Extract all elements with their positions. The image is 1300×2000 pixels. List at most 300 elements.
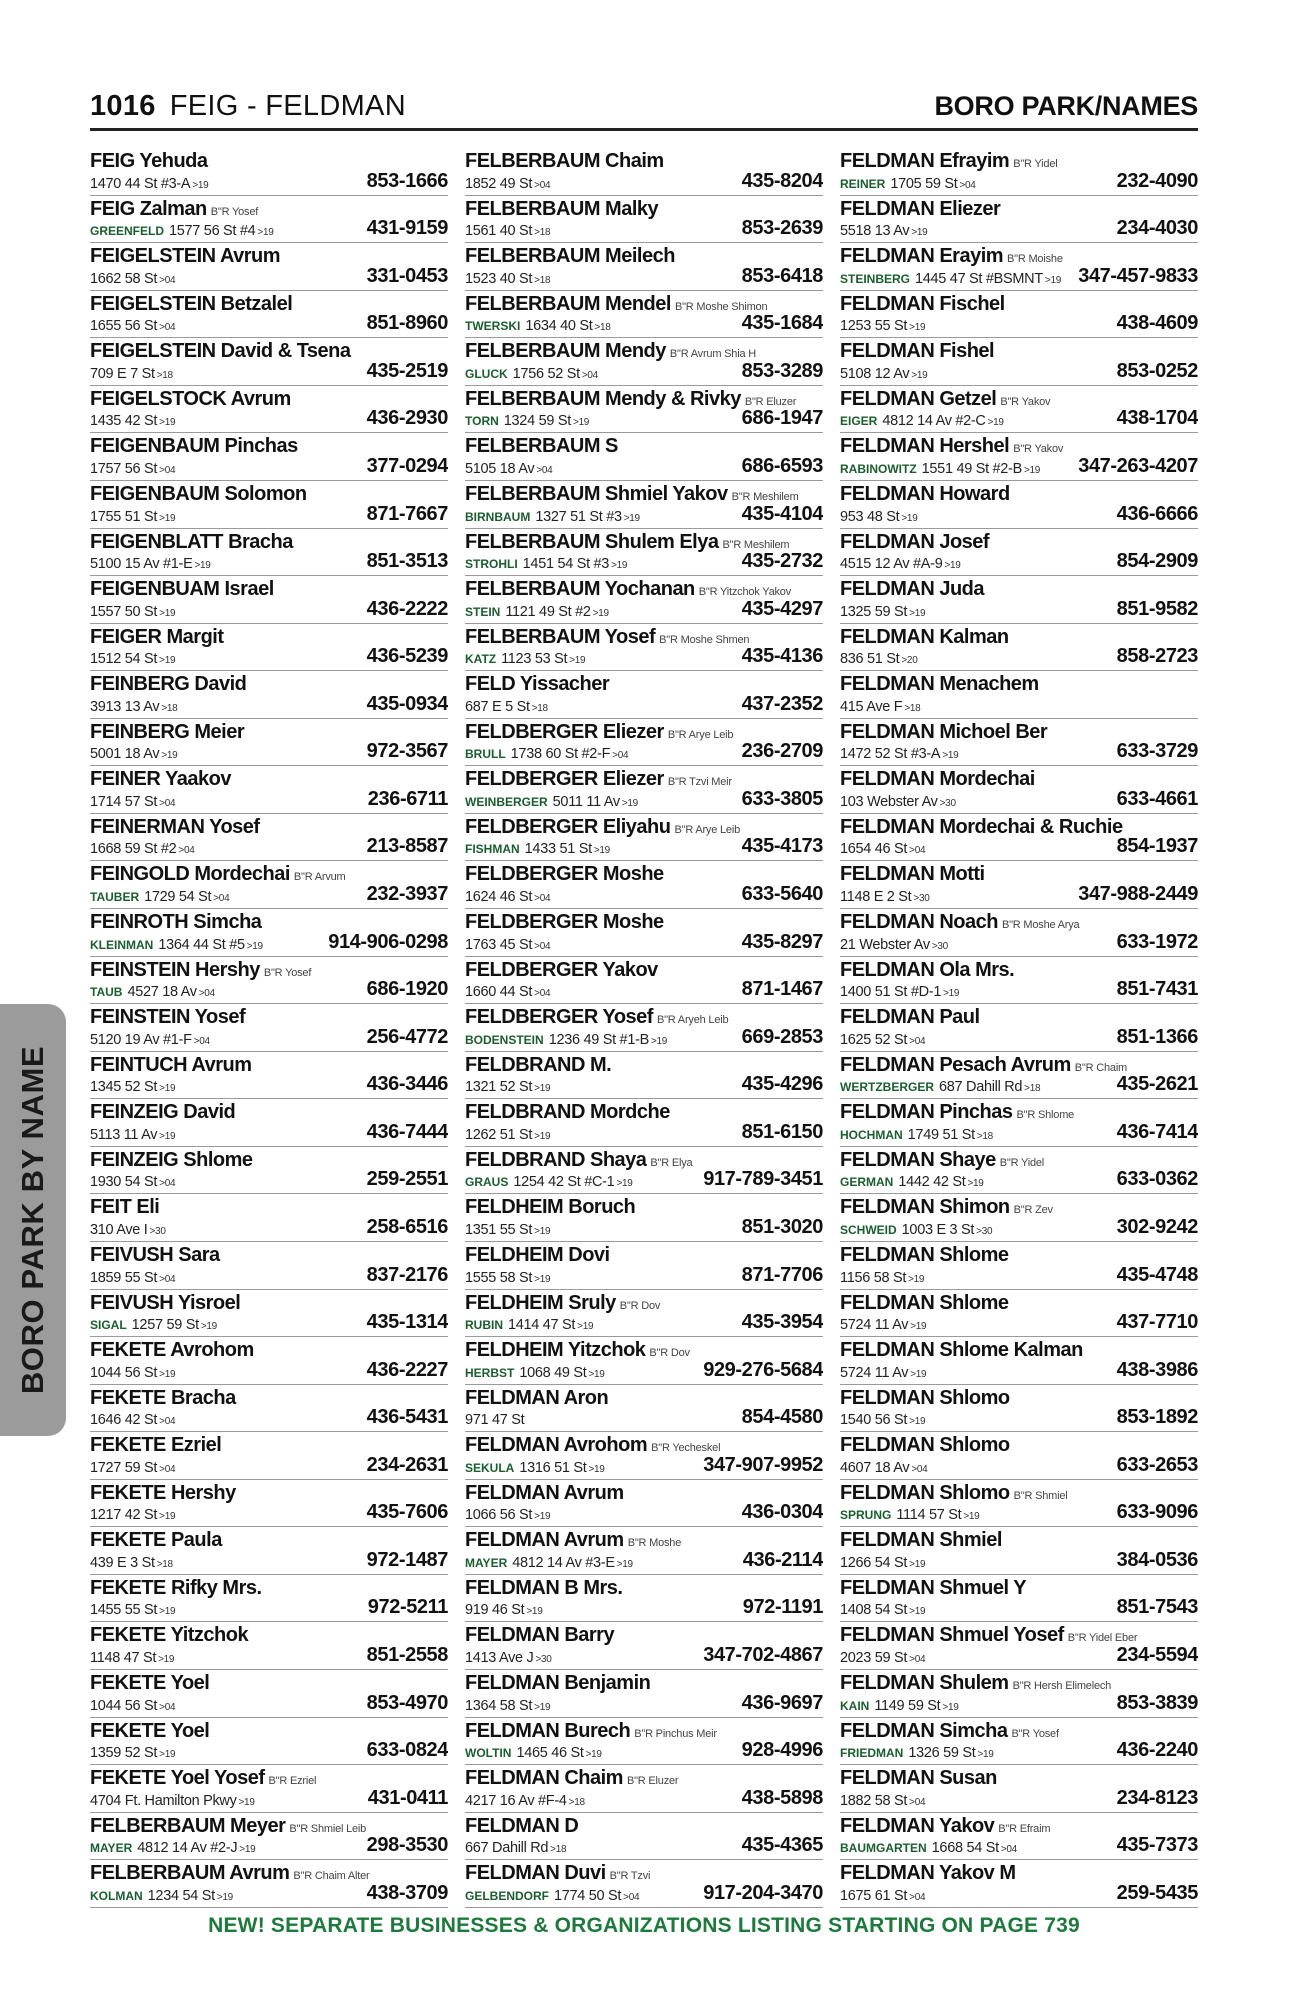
entry-zip-zone: >19 <box>651 1035 668 1047</box>
entry-zip-zone: >19 <box>621 797 638 809</box>
entry-name-line <box>90 861 346 888</box>
listing-entry <box>465 1052 823 1100</box>
entry-phone: 435-7606 <box>366 1501 448 1524</box>
entry-maiden-name: SPRUNG <box>840 1508 892 1523</box>
entry-phone: 435-2519 <box>366 359 448 382</box>
entry-phone: 437-2352 <box>741 692 823 715</box>
entry-zip-zone: >04 <box>193 1035 210 1047</box>
entry-address-line <box>465 1411 524 1429</box>
entry-maiden-name: FRIEDMAN <box>840 1746 904 1761</box>
listing-entry <box>840 909 1198 957</box>
listing-entry <box>840 1099 1198 1147</box>
entry-address-line <box>90 175 208 193</box>
entry-address-line <box>90 222 274 240</box>
listing-entry <box>840 1575 1198 1623</box>
entry-address: 1442 42 St <box>898 1174 966 1191</box>
entry-name: FELDMAN Barry <box>465 1624 615 1647</box>
entry-phone: 436-6666 <box>1116 502 1198 525</box>
entry-zip-zone: >19 <box>908 1273 925 1285</box>
entry-zip-zone: >19 <box>1044 274 1061 286</box>
entry-ben-reb: B"R Meshilem <box>722 538 790 551</box>
entry-name-line <box>840 1622 1137 1649</box>
entry-address-line <box>90 1839 255 1857</box>
entry-name: FELDMAN Avrum <box>465 1529 624 1552</box>
listing-entry <box>90 1670 448 1718</box>
entry-phone: 435-7373 <box>1116 1834 1198 1857</box>
entry-phone: 928-4996 <box>741 1739 823 1762</box>
entry-ben-reb: B"R Yosef <box>1011 1727 1059 1740</box>
listing-entry <box>465 1337 823 1385</box>
entry-address: 1714 57 St <box>90 793 158 810</box>
entry-name: FELBERBAUM Yosef <box>465 625 656 648</box>
entry-address: 687 E 5 St <box>465 698 530 715</box>
entry-address: 5113 11 Av <box>90 1126 158 1143</box>
entry-zip-zone: >19 <box>942 750 959 762</box>
entry-name: FELDMAN Aron <box>465 1386 609 1409</box>
entry-maiden-name: SIGAL <box>90 1318 127 1333</box>
entry-name: FELDMAN Fishel <box>840 340 995 363</box>
entry-zip-zone: >19 <box>911 369 928 381</box>
entry-name: FELDMAN B Mrs. <box>465 1576 623 1599</box>
entry-zip-zone: >19 <box>909 1558 926 1570</box>
entry-address-line <box>90 270 175 288</box>
entry-phone: 438-3986 <box>1116 1358 1198 1381</box>
entry-phone: 298-3530 <box>366 1834 448 1857</box>
entry-name-line <box>90 148 208 175</box>
entry-address-line <box>90 1316 217 1334</box>
entry-zip-zone: >04 <box>159 274 176 286</box>
entry-address: 439 E 3 St <box>90 1554 155 1571</box>
entry-zip-zone: >30 <box>976 1225 993 1237</box>
entry-name: FELDBERGER Yakov <box>465 958 658 981</box>
listing-entry <box>465 1670 823 1718</box>
entry-maiden-name: FISHMAN <box>465 842 520 857</box>
entry-maiden-name: GRAUS <box>465 1175 509 1190</box>
entry-address: 1577 56 St #4 <box>169 223 256 240</box>
entry-address: 1774 50 St <box>554 1887 622 1904</box>
entry-name-line <box>90 957 311 984</box>
entry-ben-reb: B"R Yidel <box>1013 158 1058 170</box>
listing-entry <box>90 1194 448 1242</box>
entry-zip-zone: >19 <box>987 417 1004 429</box>
entry-address: 5011 11 Av <box>552 793 620 810</box>
entry-name-line <box>90 1004 245 1031</box>
entry-zip-zone: >19 <box>159 417 176 429</box>
entry-address: 1675 61 St <box>840 1887 908 1904</box>
entry-ben-reb: B"R Zev <box>1013 1204 1053 1217</box>
entry-maiden-name: KLEINMAN <box>90 937 154 952</box>
entry-zip-zone: >19 <box>159 607 176 619</box>
entry-name: FELDMAN Susan <box>840 1767 997 1790</box>
entry-maiden-name: GELBENDORF <box>465 1888 549 1903</box>
entry-address-line <box>840 555 961 573</box>
entry-phone: 435-3954 <box>741 1311 823 1334</box>
entry-phone: 633-0824 <box>366 1739 448 1762</box>
entry-phone: 436-7444 <box>366 1120 448 1143</box>
listing-entry <box>840 671 1198 719</box>
entry-address-line <box>90 840 194 858</box>
entry-name: FELDMAN Menachem <box>840 673 1039 696</box>
entry-phone: 633-4661 <box>1116 787 1198 810</box>
entry-address-line <box>840 1887 925 1905</box>
entry-name-line <box>90 196 258 223</box>
entry-address: 1435 42 St <box>90 413 158 430</box>
listing-entry <box>465 1765 823 1813</box>
entry-phone: 436-0304 <box>741 1501 823 1524</box>
entry-name-line <box>840 1765 997 1792</box>
entry-name-line <box>90 529 293 556</box>
entry-name-line <box>90 481 307 508</box>
entry-zip-zone: >30 <box>939 797 956 809</box>
entry-address-line <box>90 555 211 573</box>
entry-address: 1253 55 St <box>840 318 908 335</box>
entry-name-line <box>90 243 280 270</box>
listing-entry <box>90 1432 448 1480</box>
entry-ben-reb: B"R Pinchus Meir <box>634 1727 717 1740</box>
entry-zip-zone: >19 <box>159 1606 176 1618</box>
entry-zip-zone: >19 <box>577 1321 594 1333</box>
entry-zip-zone: >04 <box>536 464 553 476</box>
entry-name: FELDMAN Getzel <box>840 387 997 410</box>
entry-name: FELBERBAUM Mendy & Rivky <box>465 387 741 410</box>
entry-ben-reb: B"R Dov <box>649 1347 690 1360</box>
listing-entry <box>90 1622 448 1670</box>
entry-address-line <box>90 1269 175 1287</box>
entry-name: FELBERBAUM Meilech <box>465 245 675 268</box>
listing-entry <box>465 1004 823 1052</box>
entry-address-line <box>465 698 548 716</box>
entry-name-line <box>465 719 733 746</box>
entry-name-line <box>840 1147 1044 1174</box>
entry-name: FEKETE Yoel Yosef <box>90 1767 265 1790</box>
entry-address: 1668 59 St #2 <box>90 841 177 858</box>
entry-address-line <box>840 745 958 763</box>
entry-ben-reb: B"R Arvum <box>293 871 346 884</box>
entry-name-line <box>465 1622 614 1649</box>
entry-name-line <box>840 1575 1026 1602</box>
entry-zip-zone: >18 <box>594 322 611 334</box>
entry-zip-zone: >19 <box>942 1701 959 1713</box>
entry-address-line <box>90 1506 175 1524</box>
entry-address: 1646 42 St <box>90 1412 158 1429</box>
entry-address: 4607 18 Av <box>840 1459 910 1476</box>
entry-ben-reb: B"R Yosef <box>210 205 259 218</box>
entry-address: 1234 54 St <box>147 1887 215 1904</box>
entry-name: FELDMAN Shmuel Yosef <box>840 1624 1064 1647</box>
entry-zip-zone: >19 <box>216 1891 233 1903</box>
entry-name-line <box>90 1813 366 1840</box>
entry-name-line <box>840 1527 1002 1554</box>
listing-entry <box>465 719 823 767</box>
entry-name-line <box>90 338 351 365</box>
entry-address: 1345 52 St <box>90 1079 158 1096</box>
entry-maiden-name: TORN <box>465 414 499 429</box>
entry-phone: 858-2723 <box>1116 645 1198 668</box>
entry-phone: 851-8960 <box>366 312 448 335</box>
entry-maiden-name: MAYER <box>90 1841 133 1856</box>
entry-name: FELDMAN Benjamin <box>465 1672 651 1694</box>
listing-entry <box>840 1622 1198 1670</box>
entry-address: 4704 Ft. Hamilton Pkwy <box>90 1792 237 1809</box>
listing-entry <box>840 529 1198 577</box>
entry-address-line <box>465 840 610 858</box>
entry-address: 1755 51 St <box>90 508 158 525</box>
entry-zip-zone: >04 <box>909 1035 926 1047</box>
entry-name: FELD Yissacher <box>465 673 610 696</box>
entry-address: 1654 46 St <box>840 841 908 858</box>
entry-address: 1044 56 St <box>90 1364 158 1381</box>
entry-address: 1555 58 St <box>465 1269 533 1286</box>
listing-entry <box>90 766 448 814</box>
entry-phone: 914-906-0298 <box>328 930 448 953</box>
entry-address: 1321 52 St <box>465 1079 533 1096</box>
entry-phone: 347-988-2449 <box>1078 883 1198 905</box>
entry-phone: 234-2631 <box>366 1453 448 1476</box>
entry-phone: 435-4297 <box>741 597 823 620</box>
listing-entry <box>90 338 448 386</box>
entry-name-line <box>465 624 749 651</box>
entry-name-line <box>840 1099 1074 1126</box>
entry-name-line <box>465 909 664 936</box>
entry-address: 1414 47 St <box>508 1317 576 1334</box>
entry-address: 5724 11 Av <box>840 1317 909 1334</box>
entry-name-line <box>465 338 756 365</box>
entry-address: 1149 59 St <box>874 1697 941 1714</box>
entry-phone: 851-7431 <box>1116 978 1198 1001</box>
entry-address-line <box>90 983 215 1001</box>
entry-address: 5100 15 Av #1-E <box>90 556 193 573</box>
entry-phone: 435-4748 <box>1116 1263 1198 1286</box>
entry-name: FELDMAN Motti <box>840 863 985 886</box>
entry-address-line <box>90 1792 255 1810</box>
entry-address-line <box>90 1126 175 1144</box>
entry-name-line <box>90 624 224 651</box>
entry-zip-zone: >04 <box>178 845 195 857</box>
entry-address-line <box>465 175 550 193</box>
entry-phone: 853-3839 <box>1116 1691 1198 1714</box>
entry-name: FEINGOLD Mordechai <box>90 863 290 886</box>
entry-address-line <box>465 1697 550 1715</box>
entry-zip-zone: >04 <box>581 369 598 381</box>
entry-phone: 377-0294 <box>366 454 448 477</box>
entry-address-line <box>840 1839 1017 1857</box>
entry-zip-zone: >19 <box>239 1844 256 1856</box>
entry-address: 667 Dahill Rd <box>465 1840 549 1857</box>
entry-zip-zone: >04 <box>911 1463 928 1475</box>
entry-zip-zone: >19 <box>967 1178 984 1190</box>
entry-maiden-name: HERBST <box>465 1365 515 1380</box>
listing-entry <box>465 909 823 957</box>
entry-zip-zone: >19 <box>159 1511 176 1523</box>
entry-address: 1044 56 St <box>90 1697 158 1714</box>
side-tab[interactable] <box>0 1004 66 1436</box>
entry-phone: 851-3513 <box>366 550 448 573</box>
entry-address: 1451 54 St #3 <box>522 556 610 573</box>
entry-name: FELDMAN Simcha <box>840 1719 1008 1742</box>
entry-zip-zone: >19 <box>616 1178 633 1190</box>
listing-entry <box>90 957 448 1005</box>
entry-zip-zone: >18 <box>550 1844 567 1856</box>
entry-address-line <box>90 1221 166 1239</box>
entry-zip-zone: >04 <box>159 797 176 809</box>
entry-maiden-name: RABINOWITZ <box>840 461 917 476</box>
entry-name-line <box>90 1337 254 1364</box>
entry-address: 1121 49 St #2 <box>505 603 591 620</box>
entry-phone: 234-4030 <box>1116 217 1198 240</box>
entry-phone: 871-7667 <box>366 502 448 525</box>
entry-phone: 435-4136 <box>741 645 823 668</box>
entry-phone: 435-8297 <box>741 930 823 953</box>
entry-address-line <box>90 412 175 430</box>
entry-zip-zone: >19 <box>588 1368 605 1380</box>
entry-address: 1561 40 St <box>465 223 533 240</box>
entry-address: 1408 54 St <box>840 1602 908 1619</box>
entry-maiden-name: SEKULA <box>465 1460 515 1475</box>
listing-entry <box>465 1432 823 1480</box>
entry-address-line <box>465 270 550 288</box>
entry-zip-zone: >04 <box>623 1891 640 1903</box>
entry-name-line <box>465 957 658 984</box>
listing-entry <box>465 1099 823 1147</box>
listing-entry <box>465 338 823 386</box>
entry-address-line <box>90 1649 174 1667</box>
listing-entry <box>465 433 823 481</box>
entry-address: 953 48 St <box>840 508 900 525</box>
entry-address-line <box>840 222 927 240</box>
entry-address: 1359 52 St <box>90 1745 158 1762</box>
entry-address: 709 E 7 St <box>90 365 155 382</box>
entry-maiden-name: TWERSKI <box>465 319 521 334</box>
entry-name-line <box>465 1765 678 1792</box>
entry-name: FEINROTH Simcha <box>90 911 262 933</box>
listing-entry <box>90 1147 448 1195</box>
entry-zip-zone: >18 <box>534 274 551 286</box>
entry-name-line <box>465 861 664 888</box>
entry-phone: 917-789-3451 <box>703 1168 823 1191</box>
header-left <box>90 88 406 124</box>
entry-zip-zone: >19 <box>909 1416 926 1428</box>
entry-name-line <box>90 1242 220 1269</box>
entry-name-line <box>840 719 1047 746</box>
entry-name: FELDMAN Noach <box>840 911 998 933</box>
entry-name: FELDMAN Kalman <box>840 625 1009 648</box>
entry-address-line <box>90 317 175 335</box>
entry-address-line <box>840 1459 927 1477</box>
entry-address-line <box>840 698 920 716</box>
entry-address: 4515 12 Av #A-9 <box>840 556 943 573</box>
entry-ben-reb: B"R Moshe <box>627 1537 682 1550</box>
entry-ben-reb: B"R Moshe Shimon <box>674 300 768 313</box>
entry-address-line <box>840 983 959 1001</box>
entry-zip-zone: >19 <box>909 607 926 619</box>
entry-phone: 669-2853 <box>741 1025 823 1048</box>
listing-entry <box>90 1052 448 1100</box>
entry-address: 5001 18 Av <box>90 746 160 763</box>
listing-entry <box>90 1385 448 1433</box>
entry-address: 4217 16 Av #F-4 <box>465 1792 567 1809</box>
listing-entry <box>840 861 1198 909</box>
entry-address-line <box>465 1316 593 1334</box>
entry-name: FELDBERGER Eliezer <box>465 768 664 791</box>
entry-name: FELDMAN Shlome <box>840 1243 1009 1266</box>
entry-zip-zone: >04 <box>159 1178 176 1190</box>
listing-entry <box>465 148 823 196</box>
entry-zip-zone: >18 <box>161 702 178 714</box>
entry-name: FELBERBAUM Shmiel Yakov <box>465 482 728 505</box>
entry-address: 1316 51 St <box>519 1459 587 1476</box>
entry-maiden-name: HOCHMAN <box>840 1127 903 1142</box>
entry-address: 4527 18 Av <box>127 984 197 1001</box>
entry-name-line <box>465 1813 578 1840</box>
entry-name: FELDMAN Pinchas <box>840 1101 1013 1124</box>
entry-phone: 435-4104 <box>741 502 823 525</box>
entry-address-line <box>90 365 173 383</box>
entry-name-line <box>465 1527 681 1554</box>
entry-zip-zone: >19 <box>534 1701 551 1713</box>
entry-address-line <box>465 555 627 573</box>
entry-address: 1364 58 St <box>465 1697 533 1714</box>
entry-address: 1763 45 St <box>465 936 533 953</box>
listing-entry <box>840 148 1198 196</box>
entry-address: 1749 51 St <box>907 1126 975 1143</box>
entry-maiden-name: BAUMGARTEN <box>840 1841 927 1856</box>
entry-ben-reb: B"R Tzvi <box>609 1870 651 1883</box>
listing-column-3 <box>840 148 1198 1908</box>
entry-zip-zone: >19 <box>593 845 610 857</box>
entry-name: FELDMAN Michoel Ber <box>840 720 1048 743</box>
entry-name: FELDMAN Shlomo <box>840 1386 1010 1409</box>
entry-address: 1551 49 St #2-B <box>921 460 1022 477</box>
entry-zip-zone: >04 <box>159 1463 176 1475</box>
listing-entry <box>465 1385 823 1433</box>
entry-address-line <box>840 1364 926 1382</box>
entry-address-line <box>840 317 925 335</box>
entry-name-line <box>840 1385 1010 1412</box>
entry-name-line <box>465 1147 692 1174</box>
listing-entry <box>90 1099 448 1147</box>
entry-name-line <box>90 1432 221 1459</box>
listing-entry <box>840 1337 1198 1385</box>
entry-phone: 302-9242 <box>1116 1215 1198 1238</box>
entry-name: FELDMAN Efrayim <box>840 150 1010 172</box>
entry-name-line <box>840 1290 1009 1317</box>
entry-zip-zone: >19 <box>616 1558 633 1570</box>
entry-address: 1254 42 St #C-1 <box>513 1174 615 1191</box>
entry-zip-zone: >04 <box>909 1654 926 1665</box>
entry-ben-reb: B"R Yidel Eber <box>1067 1632 1138 1645</box>
entry-address: 1433 51 St <box>524 841 592 858</box>
entry-phone: 232-3937 <box>366 883 448 905</box>
entry-address-line <box>90 1364 175 1382</box>
entry-phone: 871-7706 <box>741 1263 823 1286</box>
entry-address-line <box>90 1031 210 1049</box>
entry-maiden-name: TAUB <box>90 985 123 1000</box>
entry-name-line <box>840 1432 1010 1459</box>
entry-phone: 854-4580 <box>741 1406 823 1429</box>
entry-address-line <box>465 1887 639 1905</box>
listing-entry <box>90 196 448 244</box>
listing-entry <box>840 1242 1198 1290</box>
entry-name: FELBERBAUM Mendel <box>465 292 671 315</box>
entry-phone: 853-4970 <box>366 1691 448 1714</box>
listing-entry <box>90 481 448 529</box>
entry-name: FEINBERG Meier <box>90 720 245 743</box>
entry-name: FELDMAN Burech <box>465 1719 631 1742</box>
entry-maiden-name: KOLMAN <box>90 1888 143 1903</box>
listing-entry <box>90 291 448 339</box>
listing-entry <box>465 1622 823 1670</box>
entry-ben-reb: B"R Yakov <box>1013 443 1064 456</box>
